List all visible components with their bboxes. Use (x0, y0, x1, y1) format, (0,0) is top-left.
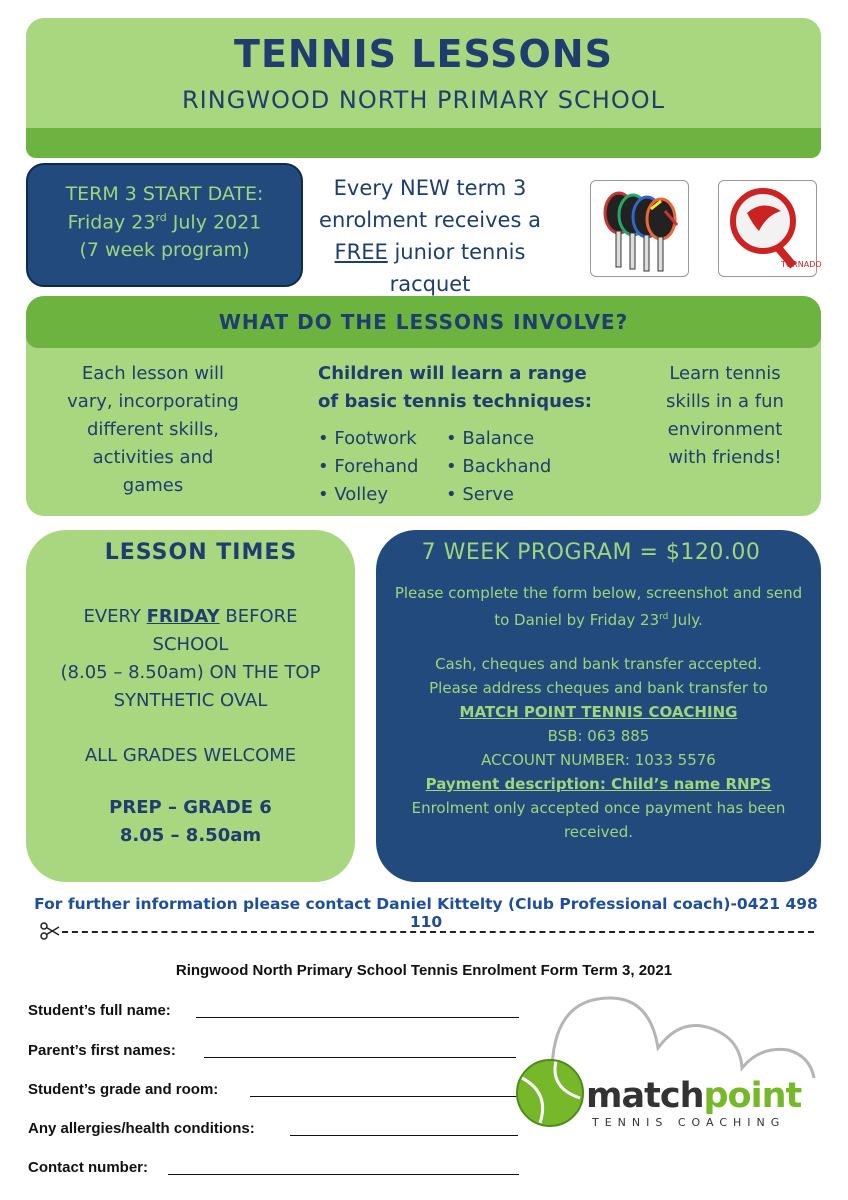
list-item: • Balance (446, 428, 535, 449)
payment-address-note: Please address cheques and bank transfer to (429, 679, 768, 697)
tornado-racquet-image (718, 180, 822, 277)
term-start-label: TERM 3 START DATE: (65, 183, 264, 205)
allergies-field[interactable] (290, 1135, 518, 1136)
lesson-time-line2: SCHOOL (152, 634, 229, 655)
term-start-date: Friday 23rd July 2021 (67, 211, 262, 234)
lesson-times-title: LESSON TIMES (104, 540, 298, 565)
matchpoint-wordmark: matchpoint (586, 1076, 802, 1116)
lesson-location: SYNTHETIC OVAL (113, 690, 268, 711)
page-title: TENNIS LESSONS (234, 32, 613, 76)
contact-info: For further information please contact Daniel Kittelty (Club Professional coach)-0421 498 110 (34, 895, 818, 931)
tornado-label: TORNADO (781, 260, 822, 269)
term-program-length: (7 week program) (79, 239, 250, 261)
contact-number-label: Contact number: (28, 1159, 148, 1176)
grade-room-field[interactable] (250, 1096, 518, 1097)
list-item: • Volley (318, 484, 389, 505)
program-instruction-2: to Daniel by Friday 23rd July. (494, 611, 703, 629)
header-accent-bar (26, 128, 821, 158)
parent-names-label: Parent’s first names: (28, 1042, 176, 1059)
tennis-racquets-image (590, 180, 689, 277)
allergies-label: Any allergies/health conditions: (28, 1120, 255, 1137)
account-number: ACCOUNT NUMBER: 1033 5576 (481, 751, 716, 769)
list-item: • Backhand (446, 456, 552, 477)
list-item: • Serve (446, 484, 514, 505)
matchpoint-tagline: TENNIS COACHING (592, 1116, 786, 1129)
program-price-title: 7 WEEK PROGRAM = $120.00 (421, 540, 761, 565)
payee-name: MATCH POINT TENNIS COACHING (459, 703, 738, 721)
list-item: • Forehand (318, 456, 419, 477)
lesson-time-line3: (8.05 – 8.50am) ON THE TOP (60, 662, 321, 683)
payment-methods: Cash, cheques and bank transfer accepted. (435, 655, 762, 673)
lesson-day: EVERY FRIDAY BEFORE (83, 606, 298, 627)
grade-range: PREP – GRADE 6 (109, 797, 272, 818)
lessons-involve-title: WHAT DO THE LESSONS INVOLVE? (218, 310, 629, 334)
student-name-field[interactable] (196, 1017, 519, 1018)
techniques-heading: Children will learn a range of basic tennis techniques: (318, 363, 593, 412)
enrolment-condition-2: received. (563, 823, 634, 841)
contact-number-field[interactable] (168, 1174, 519, 1175)
list-item: • Footwork (318, 428, 417, 449)
all-grades-welcome: ALL GRADES WELCOME (84, 745, 297, 766)
parent-names-field[interactable] (204, 1057, 516, 1058)
bsb-number: BSB: 063 885 (547, 727, 650, 745)
scissors-icon (40, 922, 60, 942)
lesson-variety-text: Each lesson will vary, incorporating different skills, activities and games (67, 363, 239, 496)
free-racquet-offer: Every NEW term 3 enrolment receives a FREE junior tennis racquet (319, 176, 541, 296)
school-name: RINGWOOD NORTH PRIMARY SCHOOL (181, 86, 665, 114)
program-instruction-1: Please complete the form below, screenshot and send (394, 584, 803, 602)
techniques-list-col1 (318, 425, 418, 509)
enrolment-form-title: Ringwood North Primary School Tennis Enrolment Form Term 3, 2021 (175, 962, 673, 979)
grade-room-label: Student’s grade and room: (28, 1081, 219, 1098)
cut-line (62, 931, 814, 933)
student-name-label: Student’s full name: (28, 1002, 171, 1019)
payment-description: Payment description: Child’s name RNPS (425, 775, 772, 793)
fun-environment-text: Learn tennis skills in a fun environment with friends! (666, 363, 784, 468)
techniques-list-col2 (446, 425, 551, 509)
grade-times: 8.05 – 8.50am (119, 825, 262, 846)
enrolment-condition-1: Enrolment only accepted once payment has been (411, 799, 786, 817)
